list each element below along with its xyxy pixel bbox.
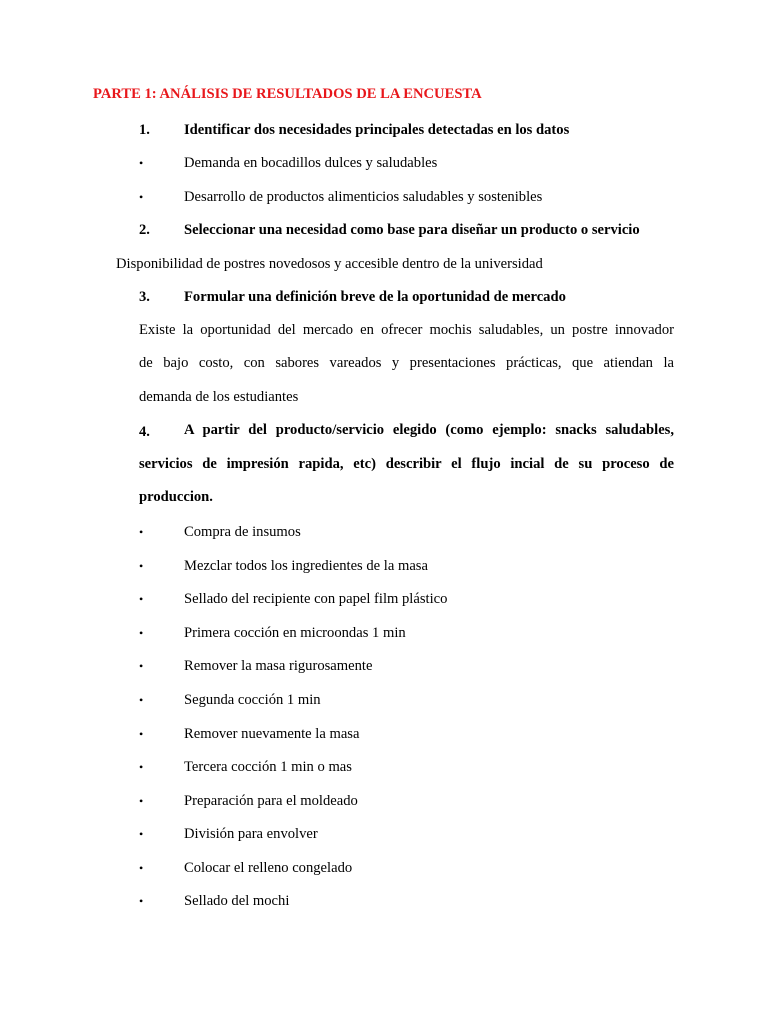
list-item-text: Segunda cocción 1 min: [184, 692, 321, 708]
bullet-icon: •: [139, 727, 144, 741]
bullet-icon: •: [139, 861, 144, 875]
list-item-text: División para envolver: [184, 826, 318, 842]
list-item-text: Preparación para el moldeado: [184, 793, 358, 809]
list-item-text: Demanda en bocadillos dulces y saludables: [184, 155, 438, 171]
question-title: produccion.: [139, 489, 213, 505]
bullet-icon: •: [139, 190, 144, 204]
list-item-text: Primera cocción en microondas 1 min: [184, 625, 406, 641]
question-title: A partir del producto/servicio elegido (como ejemplo: snacks saludables,: [184, 422, 674, 438]
bullet-icon: •: [139, 794, 144, 808]
list-item-text: Colocar el relleno congelado: [184, 860, 353, 876]
answer-line: Disponibilidad de postres novedosos y accesible dentro de la universidad: [116, 256, 543, 272]
section-heading: PARTE 1: ANÁLISIS DE RESULTADOS DE LA ENCUESTA: [93, 86, 482, 102]
question-number: 1.: [139, 122, 150, 138]
bullet-icon: •: [139, 659, 144, 673]
list-item-text: Compra de insumos: [184, 524, 301, 540]
list-item-text: Tercera cocción 1 min o mas: [184, 759, 352, 775]
answer-line: de bajo costo, con sabores vareados y presentaciones prácticas, que atiendan la: [139, 355, 674, 371]
bullet-icon: •: [139, 525, 144, 539]
question-title: Formular una definición breve de la oportunidad de mercado: [184, 289, 566, 305]
bullet-icon: •: [139, 156, 144, 170]
list-item-text: Remover la masa rigurosamente: [184, 658, 373, 674]
question-number: 2.: [139, 222, 150, 238]
list-item-text: Sellado del mochi: [184, 893, 290, 909]
answer-line: Existe la oportunidad del mercado en ofrecer mochis saludables, un postre innovador: [139, 322, 674, 338]
list-item-text: Mezclar todos los ingredientes de la masa: [184, 558, 428, 574]
question-number: 3.: [139, 289, 150, 305]
bullet-icon: •: [139, 760, 144, 774]
list-item-text: Remover nuevamente la masa: [184, 726, 360, 742]
question-number: 4.: [139, 424, 150, 440]
list-item-text: Desarrollo de productos alimenticios saludables y sostenibles: [184, 189, 543, 205]
question-title: Seleccionar una necesidad como base para diseñar un producto o servicio: [184, 222, 640, 238]
bullet-icon: •: [139, 693, 144, 707]
question-title: Identificar dos necesidades principales detectadas en los datos: [184, 122, 570, 138]
bullet-icon: •: [139, 827, 144, 841]
bullet-icon: •: [139, 626, 144, 640]
bullet-icon: •: [139, 559, 144, 573]
bullet-icon: •: [139, 592, 144, 606]
answer-line: demanda de los estudiantes: [139, 389, 299, 405]
list-item-text: Sellado del recipiente con papel film plástico: [184, 591, 448, 607]
bullet-icon: •: [139, 894, 144, 908]
question-title: servicios de impresión rapida, etc) describir el flujo incial de su proceso de: [139, 456, 674, 472]
